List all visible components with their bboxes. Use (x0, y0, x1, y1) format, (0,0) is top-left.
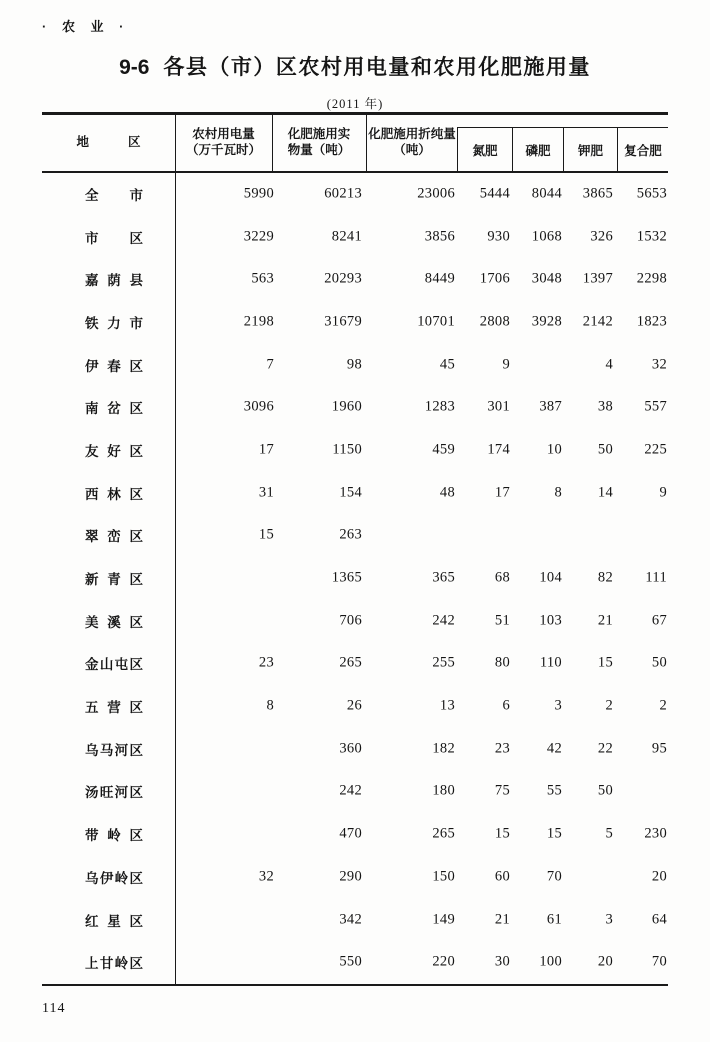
region-cell: 友好区 (85, 443, 143, 459)
value-cell: 95 (651, 740, 667, 757)
pure-header-line1: 化肥施用折纯量 (368, 127, 456, 141)
value-cell: 15 (546, 825, 562, 842)
value-cell: 32 (651, 356, 667, 373)
table-row (42, 471, 668, 514)
value-cell: 75 (494, 782, 510, 799)
value-cell: 263 (339, 526, 362, 543)
table-row (42, 258, 668, 301)
value-cell: 23 (494, 740, 510, 757)
table-number: 9-6 (119, 56, 150, 79)
value-cell: 301 (487, 398, 510, 415)
value-cell: 20293 (324, 270, 362, 287)
region-cell: 市区 (85, 230, 143, 246)
value-cell: 61 (546, 911, 562, 928)
value-cell: 48 (439, 484, 455, 501)
phosphate-fertilizer-header: 磷肥 (512, 127, 563, 173)
value-cell: 3096 (243, 398, 274, 415)
value-cell: 15 (494, 825, 510, 842)
region-cell: 全市 (85, 187, 143, 203)
value-cell: 10701 (417, 313, 455, 330)
value-cell: 7 (266, 356, 274, 373)
table-row (42, 386, 668, 429)
table-row (42, 727, 668, 770)
table-row (42, 557, 668, 600)
value-cell: 15 (258, 526, 274, 543)
compound-fertilizer-header: 复合肥 (617, 127, 668, 173)
value-cell: 10 (546, 441, 562, 458)
value-cell: 3 (605, 911, 613, 928)
table-row (42, 642, 668, 685)
value-cell: 2808 (479, 313, 510, 330)
value-cell: 230 (644, 825, 667, 842)
table-row (42, 685, 668, 728)
value-cell: 255 (432, 654, 455, 671)
value-cell: 242 (339, 782, 362, 799)
region-cell: 金山屯区 (85, 657, 143, 673)
table-row (42, 215, 668, 258)
value-cell: 3 (554, 697, 562, 714)
value-cell: 1068 (531, 228, 562, 245)
value-cell: 8241 (331, 228, 362, 245)
electricity-header-line2: （万千瓦时） (185, 143, 261, 157)
table-row (42, 514, 668, 557)
value-cell: 3229 (243, 228, 274, 245)
value-cell: 17 (258, 441, 274, 458)
value-cell: 30 (494, 953, 510, 970)
table-row (42, 173, 668, 216)
value-cell: 98 (346, 356, 362, 373)
region-cell: 南岔区 (85, 401, 143, 417)
value-cell: 8 (554, 484, 562, 501)
value-cell: 470 (339, 825, 362, 842)
value-cell: 1960 (331, 398, 362, 415)
value-cell: 360 (339, 740, 362, 757)
physical-header-line2: 物量（吨） (287, 143, 351, 157)
value-cell: 930 (487, 228, 510, 245)
value-cell: 2 (605, 697, 613, 714)
table-row (42, 941, 668, 984)
value-cell: 14 (597, 484, 613, 501)
physical-header-line1: 化肥施用实 (287, 127, 351, 141)
value-cell: 290 (339, 868, 362, 885)
value-cell: 42 (546, 740, 562, 757)
value-cell: 220 (432, 953, 455, 970)
region-cell: 汤旺河区 (85, 785, 143, 801)
value-cell: 1150 (332, 441, 362, 458)
nitrogen-fertilizer-header: 氮肥 (457, 127, 512, 173)
value-cell: 50 (651, 654, 667, 671)
value-cell: 60213 (324, 185, 362, 202)
value-cell: 6 (502, 697, 510, 714)
value-cell: 9 (659, 484, 667, 501)
value-cell: 2142 (582, 313, 613, 330)
value-cell: 5 (605, 825, 613, 842)
value-cell: 182 (432, 740, 455, 757)
value-cell: 45 (439, 356, 455, 373)
value-cell: 20 (597, 953, 613, 970)
table-row (42, 343, 668, 386)
value-cell: 2298 (636, 270, 667, 287)
value-cell: 17 (494, 484, 510, 501)
value-cell: 706 (339, 612, 362, 629)
value-cell: 21 (597, 612, 613, 629)
region-cell: 带岭区 (85, 828, 143, 844)
region-column-header-label: 地区 (76, 135, 141, 149)
value-cell: 459 (432, 441, 455, 458)
value-cell: 15 (597, 654, 613, 671)
value-cell: 225 (644, 441, 667, 458)
value-cell: 8044 (531, 185, 562, 202)
value-cell: 31679 (324, 313, 362, 330)
physical-quantity-column-header (273, 113, 365, 171)
value-cell: 242 (432, 612, 455, 629)
value-cell: 150 (432, 868, 455, 885)
value-cell: 265 (432, 825, 455, 842)
table-row (42, 856, 668, 899)
value-cell: 23 (258, 654, 274, 671)
page-number: 114 (42, 1001, 66, 1016)
value-cell: 20 (651, 868, 667, 885)
value-cell: 50 (597, 441, 613, 458)
value-cell: 1397 (582, 270, 613, 287)
value-cell: 5990 (243, 185, 274, 202)
value-cell: 3928 (531, 313, 562, 330)
value-cell: 550 (339, 953, 362, 970)
value-cell: 1532 (636, 228, 667, 245)
region-cell: 嘉荫县 (85, 273, 143, 289)
table-row (42, 429, 668, 472)
value-cell: 1706 (479, 270, 510, 287)
value-cell: 50 (597, 782, 613, 799)
region-cell: 新青区 (85, 572, 143, 588)
table-bottom-rule (42, 984, 668, 987)
value-cell: 80 (494, 654, 510, 671)
region-cell: 铁力市 (85, 315, 143, 331)
value-cell: 265 (339, 654, 362, 671)
value-cell: 174 (487, 441, 510, 458)
value-cell: 60 (494, 868, 510, 885)
value-cell: 82 (597, 569, 613, 586)
value-cell: 3048 (531, 270, 562, 287)
table-title-text: 各县（市）区农村用电量和农用化肥施用量 (163, 56, 591, 79)
table-row (42, 301, 668, 344)
value-cell: 5653 (636, 185, 667, 202)
value-cell: 103 (539, 612, 562, 629)
region-cell: 乌伊岭区 (85, 870, 143, 886)
region-cell: 乌马河区 (85, 742, 143, 758)
value-cell: 100 (539, 953, 562, 970)
value-cell: 2198 (243, 313, 274, 330)
value-cell: 2 (659, 697, 667, 714)
region-cell: 上甘岭区 (85, 956, 143, 972)
value-cell: 110 (539, 654, 562, 671)
value-cell: 51 (494, 612, 510, 629)
value-cell: 111 (645, 569, 667, 586)
value-cell: 365 (432, 569, 455, 586)
value-cell: 387 (539, 398, 562, 415)
value-cell: 149 (432, 911, 455, 928)
value-cell: 8449 (424, 270, 455, 287)
table-row (42, 770, 668, 813)
value-cell: 1365 (331, 569, 362, 586)
value-cell: 154 (339, 484, 362, 501)
value-cell: 8 (266, 697, 274, 714)
electricity-column-header (176, 113, 271, 171)
value-cell: 4 (605, 356, 613, 373)
value-cell: 9 (502, 356, 510, 373)
table-row (42, 813, 668, 856)
value-cell: 21 (494, 911, 510, 928)
value-cell: 23006 (417, 185, 455, 202)
value-cell: 557 (644, 398, 667, 415)
table-row (42, 599, 668, 642)
region-column-header (42, 113, 175, 171)
value-cell: 3856 (424, 228, 455, 245)
page-subtitle: (2011 年) (326, 97, 384, 111)
page-title (0, 51, 710, 81)
region-cell: 伊春区 (85, 358, 143, 374)
region-cell: 西林区 (85, 486, 143, 502)
pure-header-line2: （吨） (393, 143, 431, 157)
value-cell: 55 (546, 782, 562, 799)
region-cell: 翠峦区 (85, 529, 143, 545)
value-cell: 64 (651, 911, 667, 928)
table-body (42, 173, 668, 984)
value-cell: 70 (651, 953, 667, 970)
value-cell: 67 (651, 612, 667, 629)
value-cell: 3865 (582, 185, 613, 202)
value-cell: 38 (597, 398, 613, 415)
table-row (42, 898, 668, 941)
value-cell: 104 (539, 569, 562, 586)
value-cell: 5444 (479, 185, 510, 202)
region-cell: 红星区 (85, 913, 143, 929)
value-cell: 31 (258, 484, 274, 501)
value-cell: 13 (439, 697, 455, 714)
value-cell: 1823 (636, 313, 667, 330)
value-cell: 326 (590, 228, 613, 245)
region-cell: 美溪区 (85, 614, 143, 630)
value-cell: 180 (432, 782, 455, 799)
pure-quantity-column-header (367, 113, 457, 171)
value-cell: 563 (251, 270, 274, 287)
value-cell: 32 (258, 868, 274, 885)
potash-fertilizer-header: 钾肥 (563, 127, 617, 173)
value-cell: 22 (597, 740, 613, 757)
region-cell: 五营区 (85, 700, 143, 716)
electricity-header-line1: 农村用电量 (192, 127, 255, 141)
section-marker: · 农 业 · (42, 19, 130, 34)
value-cell: 1283 (424, 398, 455, 415)
value-cell: 342 (339, 911, 362, 928)
value-cell: 26 (346, 697, 362, 714)
value-cell: 68 (494, 569, 510, 586)
value-cell: 70 (546, 868, 562, 885)
